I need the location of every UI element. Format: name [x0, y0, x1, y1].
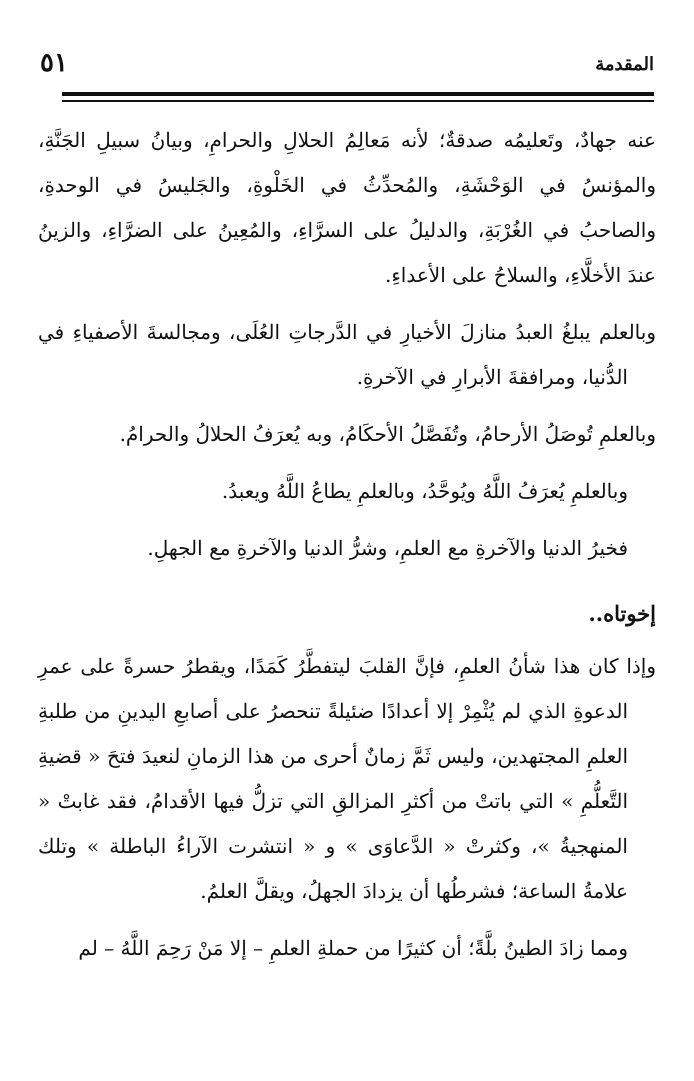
page-number: ٥١ [40, 48, 68, 78]
section-heading: إخوتاه.. [588, 601, 656, 626]
paragraph: وبالعلمِ تُوصَلُ الأرحامُ، وتُفَصَّلُ الأحكَامُ، وبه يُعرَفُ الحلالُ والحرامُ. [119, 422, 656, 446]
page-body [38, 118, 656, 983]
paragraph: وبالعلمِ يُعرَفُ اللَّهُ ويُوحَّدُ، وبالعلمِ يطاعُ اللَّهُ ويعبدُ. [221, 479, 628, 503]
paragraph: فخيرُ الدنيا والآخرةِ مع العلمِ، وشرُّ الدنيا والآخرةِ مع الجهلِ. [147, 536, 628, 560]
paragraph: ومما زادَ الطينُ بلَّةً؛ أن كثيرًا من حملةِ العلمِ – إلا مَنْ رَحِمَ اللَّهُ – لم [78, 936, 628, 960]
paragraph: وبالعلم يبلغُ العبدُ منازلَ الأخيارِ في الدَّرجاتِ العُلَى، ومجالسةَ الأصفياءِ في الدُّنيا، ومرافقةَ الأبرارِ في الآخرةِ. [38, 320, 656, 389]
paragraph: وإذا كان هذا شأنُ العلمِ، فإنَّ القلبَ ليتفطَّرُ كَمَدًا، ويقطرُ حسرةً على عمرِ الدعوةِ الذي لم يُثْمِرْ إلا أعدادًا ضئيلةً تنحصرُ على أصابعِ اليدينِ من طلبةِ العلمِ المجتهدين، وليس ثَمَّ زمانٌ أحرى من هذا الزمانِ لنعيدَ فتحَ « قضيةِ التَّعلُّمِ » التي باتتْ من أكثرِ المزالقِ التي تزلُّ فيها الأقدامُ، فقد غابتْ « المنهجيةُ »، وكثرتْ « الدَّعاوَى » و « انتشرت الآراءُ الباطلة » وتلك علامةُ الساعة؛ فشرطُها أن يزدادَ الجهلُ، ويقلَّ العلمُ. [38, 654, 656, 903]
header-rule-thin [62, 100, 654, 102]
header-rule-thick [62, 92, 654, 96]
running-title: المقدمة [595, 54, 654, 75]
page-header [40, 48, 654, 88]
paragraph: عنه جهادٌ، وتَعليمُه صدقةٌ؛ لأنه مَعالِمُ الحلالِ والحرامِ، وبيانُ سبيلِ الجَنَّةِ، والمؤنسُ في الوَحْشَةِ، والمُحدِّثُ في الخَلْوةِ، والجَليسُ في الوحدةِ، والصاحبُ في الغُرْبَةِ، والدليلُ على السرَّاءِ، والمُعِينُ على الضرَّاءِ، والزينُ عندَ الأخلَّاءِ، والسلاحُ على الأعداءِ. [38, 128, 656, 287]
